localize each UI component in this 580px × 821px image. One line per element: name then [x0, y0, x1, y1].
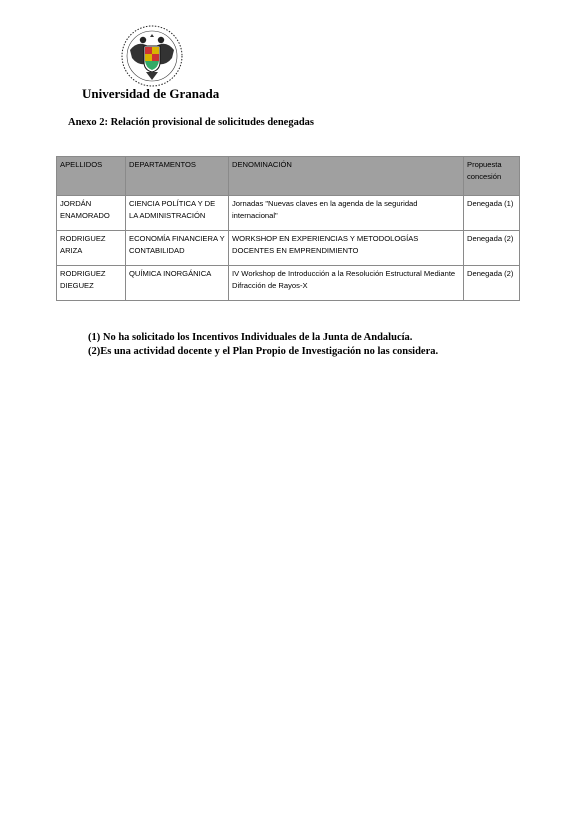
cell-apellidos: RODRIGUEZ ARIZA — [57, 231, 126, 266]
column-header-propuesta: Propuesta concesión — [464, 157, 520, 196]
column-header-departamentos: DEPARTAMENTOS — [126, 157, 229, 196]
cell-denominacion: Jornadas "Nuevas claves en la agenda de la seguridad internacional" — [229, 196, 464, 231]
cell-denominacion: IV Workshop de Introducción a la Resolución Estructural Mediante Difracción de Rayos-X — [229, 266, 464, 301]
cell-apellidos: RODRIGUEZ DIEGUEZ — [57, 266, 126, 301]
cell-departamento: CIENCIA POLÍTICA Y DE LA ADMINISTRACIÓN — [126, 196, 229, 231]
annex-title: Anexo 2: Relación provisional de solicitudes denegadas — [68, 117, 314, 128]
footnotes — [88, 331, 438, 359]
table-row — [57, 231, 520, 266]
table-header-row — [57, 157, 520, 196]
column-header-apellidos: APELLIDOS — [57, 157, 126, 196]
cell-departamento: ECONOMÍA FINANCIERA Y CONTABILIDAD — [126, 231, 229, 266]
cell-apellidos: JORDÁN ENAMORADO — [57, 196, 126, 231]
footnote-1: (1) No ha solicitado los Incentivos Individuales de la Junta de Andalucía. — [88, 332, 413, 343]
cell-departamento: QUÍMICA INORGÁNICA — [126, 266, 229, 301]
cell-denominacion: WORKSHOP EN EXPERIENCIAS Y METODOLOGÍAS DOCENTES EN EMPRENDIMIENTO — [229, 231, 464, 266]
university-name: Universidad de Granada — [82, 86, 220, 101]
university-coat-of-arms-icon — [120, 24, 184, 88]
footnote-2: (2)Es una actividad docente y el Plan Propio de Investigación no las considera. — [88, 346, 439, 357]
table-row — [57, 196, 520, 231]
column-header-denominacion: DENOMINACIÓN — [229, 157, 464, 196]
cell-propuesta: Denegada (2) — [464, 266, 520, 301]
cell-propuesta: Denegada (1) — [464, 196, 520, 231]
denied-requests-table — [56, 156, 520, 301]
cell-propuesta: Denegada (2) — [464, 231, 520, 266]
table-row — [57, 266, 520, 301]
